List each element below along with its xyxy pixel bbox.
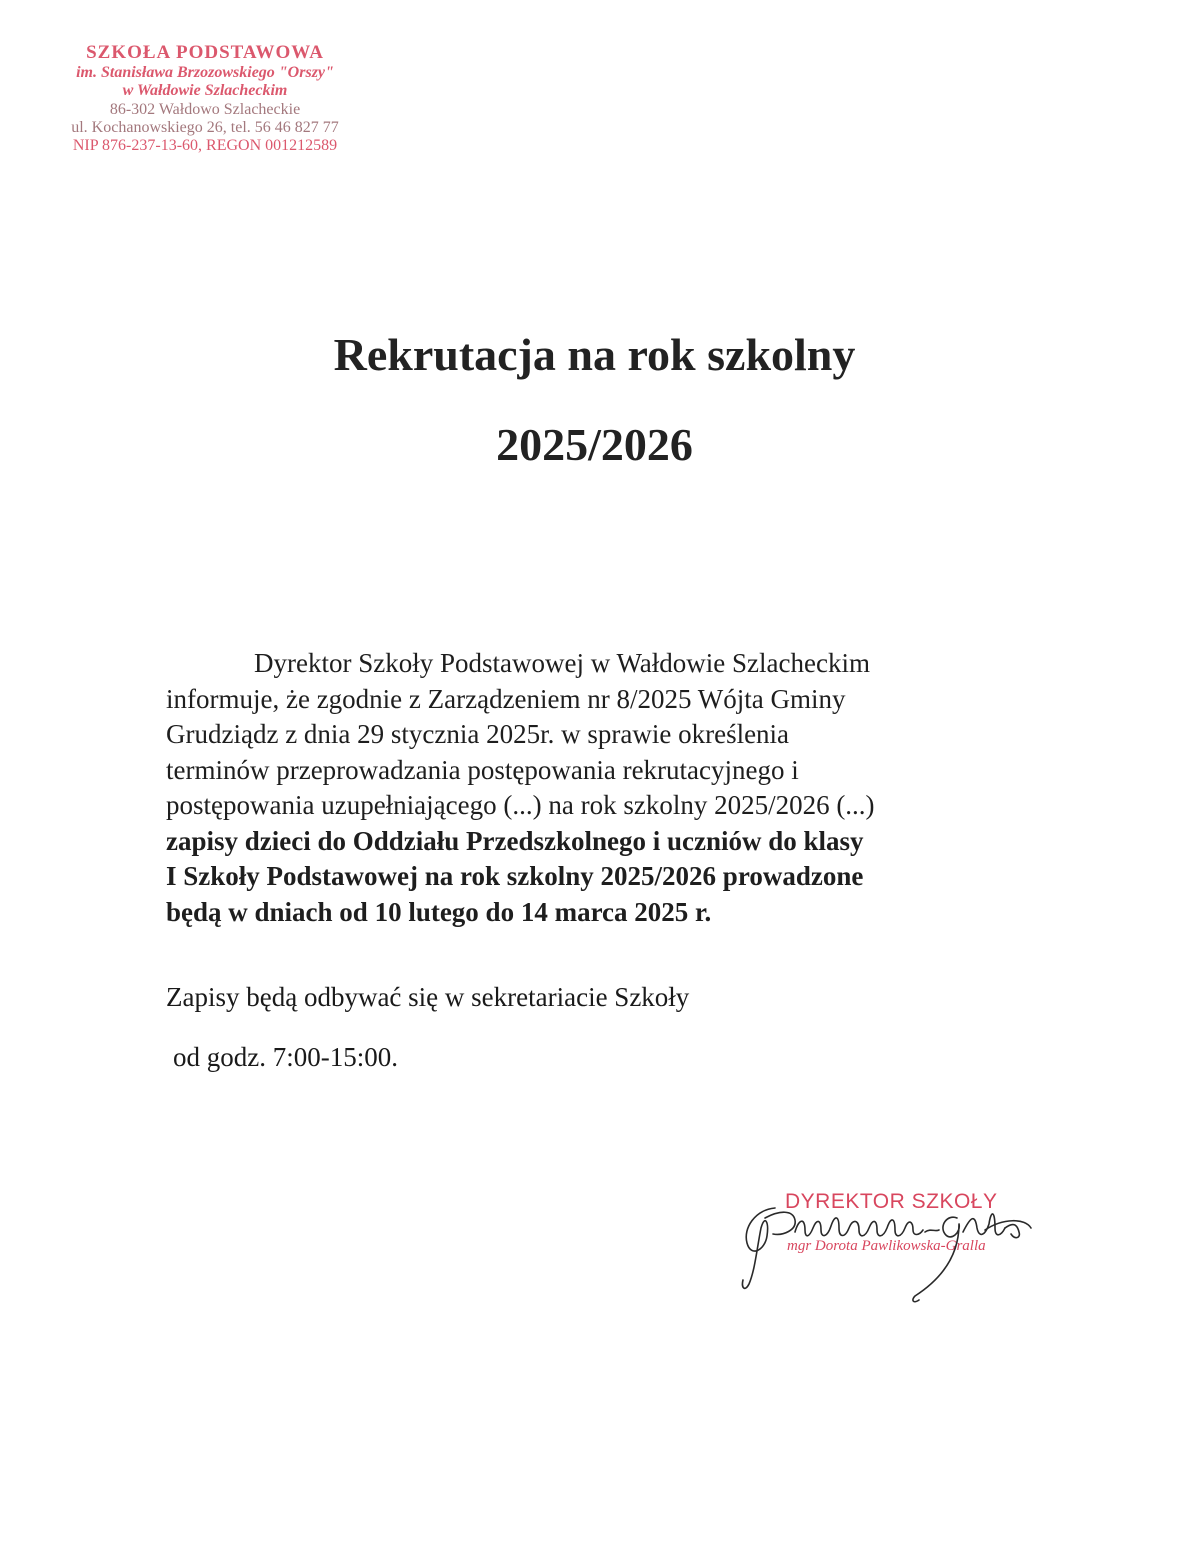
announcement-body	[166, 646, 1046, 930]
body-line: Dyrektor Szkoły Podstawowej w Wałdowie Szlacheckim	[254, 648, 870, 678]
page-title: Rekrutacja na rok szkolny	[333, 329, 856, 380]
signature-block	[735, 1188, 1055, 1318]
stamp-street-phone: ul. Kochanowskiego 26, tel. 56 46 827 77	[71, 119, 339, 137]
body-line: terminów przeprowadzania postępowania rekrutacyjnego i	[166, 754, 799, 785]
stamp-location: w Wałdowie Szlacheckim	[122, 82, 288, 100]
stamp-school-name: SZKOŁA PODSTAWOWA	[86, 42, 324, 63]
body-line-bold: I Szkoły Podstawowej na rok szkolny 2025/2026 prowadzone	[166, 861, 864, 891]
stamp-nip-regon: NIP 876-237-13-60, REGON 001212589	[72, 137, 338, 155]
enrollment-hours: od godz. 7:00-15:00.	[173, 1042, 398, 1072]
page-title-year: 2025/2026	[496, 419, 693, 470]
stamp-patron: im. Stanisława Brzozowskiego "Orszy"	[76, 63, 334, 81]
signature-stamp-name: mgr Dorota Pawlikowska-Gralla	[787, 1238, 986, 1254]
body-line: postępowania uzupełniającego (...) na rok szkolny 2025/2026 (...)	[166, 790, 875, 820]
handwritten-signature	[735, 1188, 1055, 1318]
signature-title: DYREKTOR SZKOŁY	[785, 1190, 998, 1213]
body-line: informuje, że zgodnie z Zarządzeniem nr 8/2025 Wójta Gminy	[166, 683, 846, 714]
enrollment-place: Zapisy będą odbywać się w sekretariacie Szkoły	[166, 982, 690, 1012]
school-stamp	[30, 42, 380, 156]
body-line-bold: zapisy dzieci do Oddziału Przedszkolnego i uczniów do klasy	[166, 825, 864, 856]
stamp-postal-address: 86-302 Wałdowo Szlacheckie	[109, 100, 301, 118]
body-line: Grudziądz z dnia 29 stycznia 2025r. w sprawie określenia	[166, 719, 790, 749]
body-line-bold: będą w dniach od 10 lutego do 14 marca 2025 r.	[166, 896, 712, 927]
